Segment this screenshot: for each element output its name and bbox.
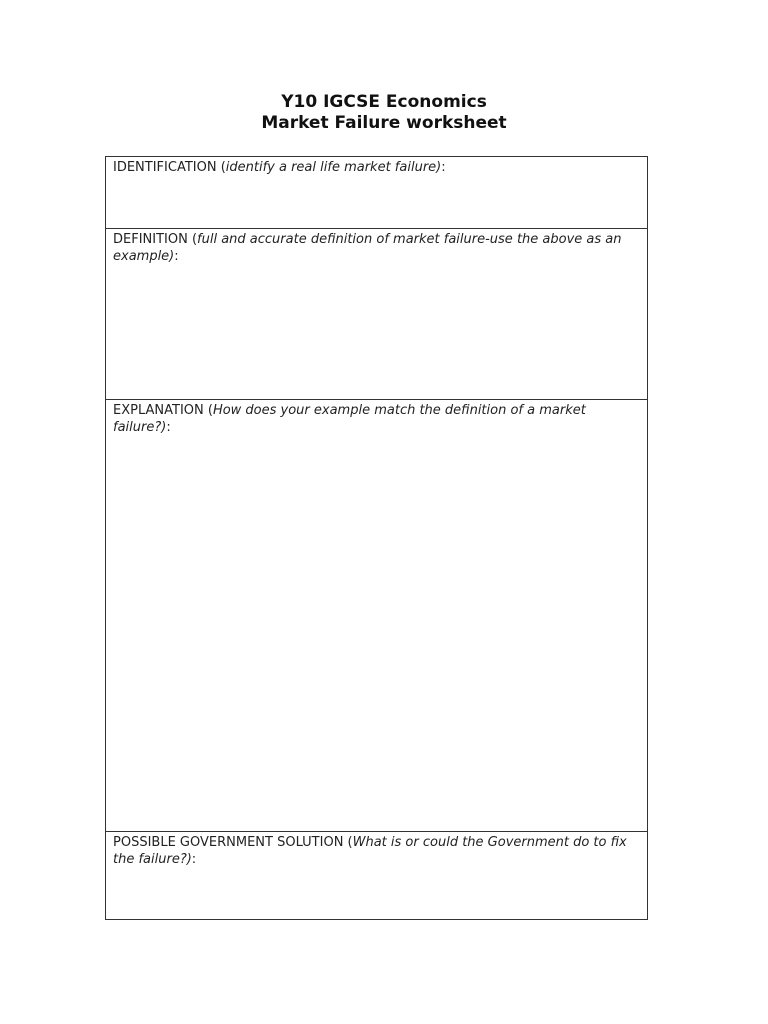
worksheet-table <box>105 156 648 920</box>
definition-colon: : <box>174 249 179 264</box>
title-worksheet: Market Failure worksheet <box>261 113 507 133</box>
explanation-section[interactable] <box>106 399 647 831</box>
government-solution-instruction: What is or could the Government do to fix the failure?) <box>113 835 627 867</box>
explanation-colon: : <box>166 420 171 435</box>
government-solution-colon: : <box>191 852 197 867</box>
government-solution-section[interactable] <box>106 831 647 919</box>
identification-colon: : <box>441 160 446 175</box>
identification-section[interactable] <box>106 157 647 228</box>
definition-instruction: full and accurate definition of market failure-use the above as an example) <box>113 232 622 264</box>
definition-section[interactable] <box>106 228 647 399</box>
identification-instruction: identify a real life market failure) <box>225 160 442 175</box>
identification-heading: IDENTIFICATION ( <box>113 160 226 175</box>
title-course: Y10 IGCSE Economics <box>281 92 487 112</box>
worksheet-title <box>0 92 768 134</box>
government-solution-heading: POSSIBLE GOVERNMENT SOLUTION ( <box>113 835 353 850</box>
explanation-heading: EXPLANATION ( <box>113 403 213 418</box>
explanation-instruction: How does your example match the definition of a market failure?) <box>113 403 586 435</box>
definition-heading: DEFINITION ( <box>113 232 198 247</box>
